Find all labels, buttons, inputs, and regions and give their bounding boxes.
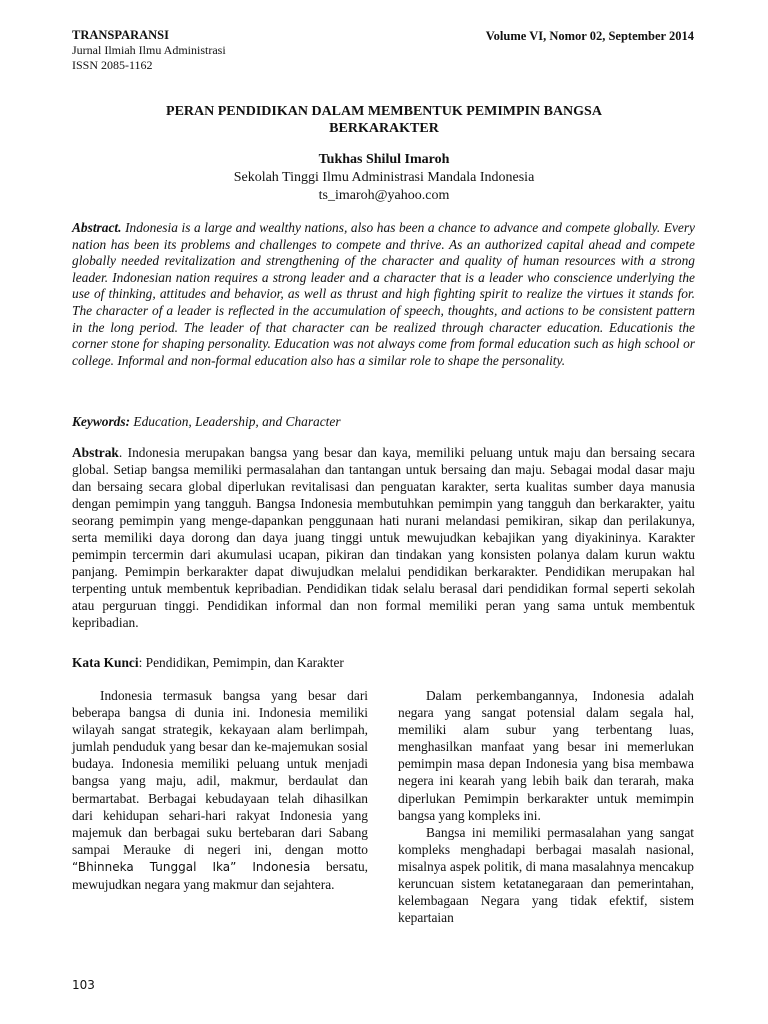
paper-title: PERAN PENDIDIKAN DALAM MEMBENTUK PEMIMPIN BANGSA BERKARAKTER xyxy=(166,104,602,136)
journal-issn: ISSN 2085-1162 xyxy=(72,58,153,72)
journal-header xyxy=(72,28,226,73)
abstrak-text: . Indonesia merupakan bangsa yang besar dan kaya, memiliki peluang untuk maju dan bersaing secara global. Setiap bangsa memiliki permasalahan dan tantangan untuk bersaing dan maju. Sebagai modal dasar maju dan bersaing secara global diperlukan revitalisasi dan penguatan karakter, serta kualitas sumber daya manusia dengan pemimpin yang tangguh. Bangsa Indonesia membutuhkan pemimpin yang tangguh dan berkarakter, yaitu seorang pemimpin yang menge-dapankan penggunaan hati nurani melandasi pemikiran, sikap dan perilakunya, serta memiliki daya dorong dan daya juang tinggi untuk mewujudkan kebajikan yang diyakininya. Karakter pemimpin tercermin dari akumulasi ucapan, pikiran dan tindakan yang konsisten polanya dalam kurun waktu panjang. Pemimpin berkarakter dapat diwujudkan melalui pendidikan berkarakter. Pendidikan merupakan hal terpenting untuk membentuk kepribadian. Pendidikan tidak selalu berasal dari pendidikan formal seperti sekolah atau perguruan tinggi. Pendidikan informal dan non formal memiliki peran yang sama untuk membentuk kepribadian. xyxy=(72,445,695,630)
page-number: 103 xyxy=(72,978,95,992)
abstract-english xyxy=(72,220,695,369)
abstrak-label: Abstrak xyxy=(72,445,119,460)
body-column-right xyxy=(398,687,694,926)
body-column-left xyxy=(72,687,368,893)
body-text: Indonesia termasuk bangsa yang besar dari beberapa bangsa di dunia ini. Indonesia memiliki wilayah sangat strategik, kekayaan alam berlimpah, jumlah penduduk yang besar dan ke-majemukan sosial budaya. Indonesia memiliki peluang untuk menjadi bangsa yang maju, adil, makmur, berdaulat dan bermartabat. Berbagai kebudayaan telah dihasilkan dari kehidupan sehari-hari rakyat Indonesia yang majemuk dan berbagai suku bertebaran dari Sabang sampai Merauke di negeri ini, dengan motto xyxy=(72,688,368,857)
author-email: ts_imaroh@yahoo.com xyxy=(318,188,450,203)
motto-text: “Bhinneka Tunggal Ika” Indonesia xyxy=(72,859,311,874)
abstract-label: Abstract. xyxy=(72,220,122,235)
keywords-text: Education, Leadership, and Character xyxy=(133,414,341,429)
abstrak-indonesian xyxy=(72,444,695,631)
journal-name: TRANSPARANSI xyxy=(72,28,170,42)
journal-volume: Volume VI, Nomor 02, September 2014 xyxy=(485,29,694,43)
author-affiliation: Sekolah Tinggi Ilmu Administrasi Mandala Indonesia xyxy=(233,170,535,185)
abstract-text: Indonesia is a large and wealthy nations, also has been a chance to advance and compete globally. Every nation has been its problems and challenges to compete and thrive. As an authorized capital ahead and compete globally needed revitalization and strengthening of the character and quality of human resources with a strong leader. Indonesian nation requires a strong leader and a character that is a leader who conscience underlying the use of thinking, attitudes and behavior, as well as thrust and high fighting spirit to realize the virtues it stands for. The character of a leader is reflected in the accumulation of speech, thoughts, and actions to be consistent pattern in the long period. The leader of that character can be realized through character education. Educationis the corner stone for shaping personality. Education was not always come from formal education such as high school or college. Informal and non-formal education also has a similar role to shape the personality. xyxy=(72,220,695,368)
keywords-english xyxy=(72,414,341,430)
body-paragraph xyxy=(72,687,368,893)
keywords-label: Keywords: xyxy=(72,414,131,429)
kata-kunci xyxy=(72,655,344,671)
body-paragraph: Dalam perkembangannya, Indonesia adalah negara yang sangat potensial dalam segala hal, memiliki alam subur yang terbentang luas, menghasilkan manfaat yang besar ini memerlukan pemimpin masa depan Indonesia yang bisa membawa negera ini kearah yang lebih baik dan terarah, maka diperlukan Pemimpin berkarakter untuk memimpin bangsa yang kompleks ini. xyxy=(398,688,694,823)
kata-kunci-label: Kata Kunci xyxy=(72,655,139,670)
author-name: Tukhas Shilul Imaroh xyxy=(318,152,450,167)
journal-subtitle: Jurnal Ilmiah Ilmu Administrasi xyxy=(72,43,226,57)
body-text: bersatu, mewujudkan negara yang makmur dan sejahtera. xyxy=(72,858,368,893)
body-paragraph: Bangsa ini memiliki permasalahan yang sangat kompleks menghadapi berbagai masalah nasional, misalnya aspek politik, di mana masalahnya mencakup keruncuan sistem ketatanegaraan dan pemerintahan, kelembagaan Negara yang tidak efektif, sistem kepartaian xyxy=(398,824,694,926)
author-block xyxy=(110,151,658,205)
kata-kunci-text: : Pendidikan, Pemimpin, dan Karakter xyxy=(138,655,344,670)
